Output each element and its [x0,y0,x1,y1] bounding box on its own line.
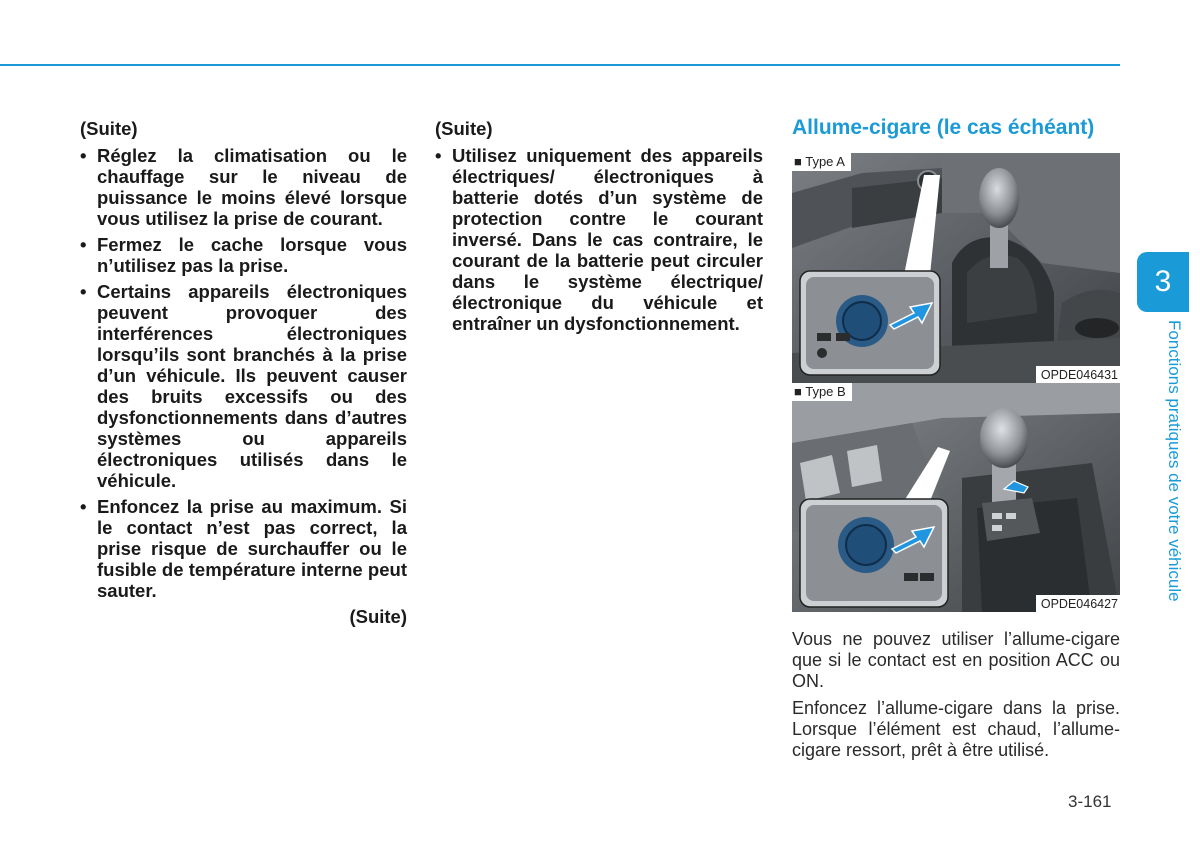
figure-label: ■ Type A [792,153,851,171]
warning-list [80,145,407,601]
header-rule [0,64,1120,66]
list-item: • Utilisez uniquement des appareils électriques/ électroniques à batterie dotés d’un système de protection contre le courant inversé. Dans le cas contraire, le courant de la batterie peut circuler dans le système électrique/électronique du véhicule et entraîner un dysfonctionnement. [435,145,763,334]
body-text [792,629,1120,767]
suite-heading: (Suite) [435,118,493,139]
figure-type-a [792,153,1120,383]
section-title: Allume-cigare (le cas échéant) [792,116,1095,139]
console-illustration-b [792,383,1120,612]
list-item: • Réglez la climatisation ou le chauffage sur le niveau de puissance le moins élevé lorsque vous utilisez la prise de courant. [80,145,407,229]
list-item: • Fermez le cache lorsque vous n’utilisez pas la prise. [80,234,407,276]
figure-code: OPDE046427 [1036,595,1120,612]
list-item: • Certains appareils électroniques peuvent provoquer des interférences électroniques lorsqu’ils sont branchés à la prise d’un véhicule. Ils peuvent causer des bruits excessifs ou des dysfonctionnements dans d’autres systèmes ou appareils électroniques utilisés dans le véhicule. [80,281,407,491]
suite-continued: (Suite) [349,606,407,627]
figure-label: ■ Type B [792,383,852,401]
list-item: • Enfoncez la prise au maximum. Si le contact n’est pas correct, la prise risque de surchauffer ou le fusible de température interne peut sauter. [80,496,407,601]
warning-column-2 [435,118,763,339]
paragraph: Enfoncez l’allume-cigare dans la prise. Lorsque l’élément est chaud, l’allume-cigare ressort, prêt à être utilisé. [792,698,1120,760]
paragraph: Vous ne pouvez utiliser l’allume-cigare que si le contact est en position ACC ou ON. [792,629,1120,691]
warning-column-1 [80,118,407,627]
figure-type-b [792,383,1120,612]
warning-list [435,145,763,334]
chapter-tab: 3 [1137,252,1189,312]
page-number: 3-161 [1068,792,1112,811]
figure-code: OPDE046431 [1036,366,1120,383]
chapter-title: Fonctions pratiques de votre véhicule [1165,320,1184,602]
suite-heading: (Suite) [80,118,138,139]
console-illustration-a [792,153,1120,383]
